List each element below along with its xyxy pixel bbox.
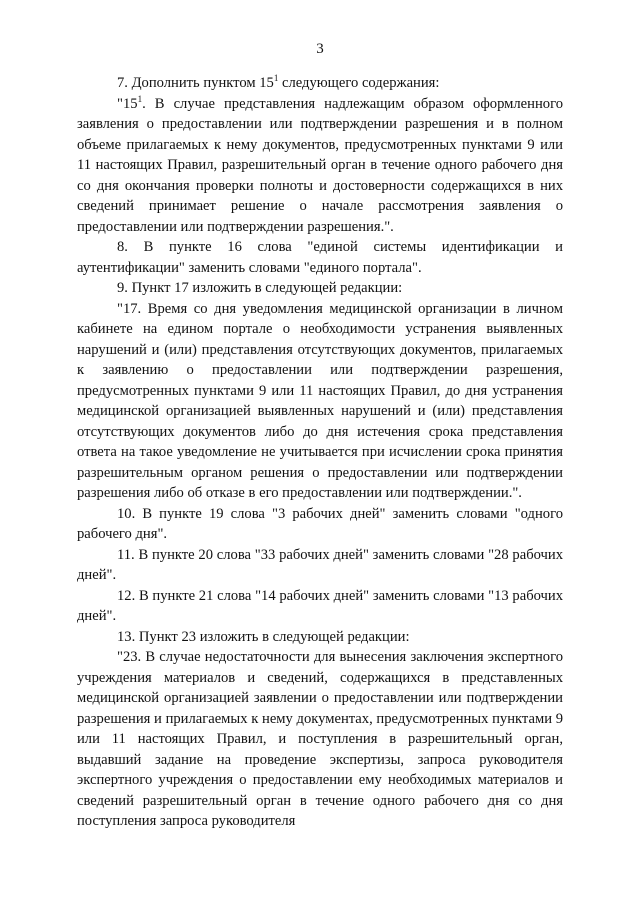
paragraph-item-7: 7. Дополнить пунктом $15^1$ следующего содержания: [117, 73, 440, 91]
paragraph-item-11: 11. В пункте 20 слова "33 рабочих дней" заменить словами "28 рабочих дней". [77, 546, 563, 583]
paragraph-item-10: 10. В пункте 19 слова "3 рабочих дней" заменить словами "одного рабочего дня". [77, 505, 563, 542]
paragraph-item-12: 12. В пункте 21 слова "14 рабочих дней" заменить словами "13 рабочих дней". [77, 587, 563, 624]
paragraph-item-23-text: "23. В случае недостаточности для вынесения заключения экспертного учреждения материалов и сведений, содержащихся в представленных медицинской организацией заявлении о предоставлении или подтверждении разрешения и прилагаемых к нему документах, предусмотренных пунктами 9 или 11 настоящих Правил, и поступления в разрешительный орган, выдавший задание на проведение экспертизы, запроса руководителя экспертного учреждения о предоставлении ему необходимых материалов и сведений разрешительный орган в течение одного рабочего дня со дня поступления запроса руководителя [77, 649, 563, 829]
paragraph-item-8: 8. В пункте 16 слова "единой системы идентификации и аутентификации" заменить словами "единого портала". [77, 239, 563, 276]
paragraph-item-17-text: "17. Время со дня уведомления медицинской организации в личном кабинете на едином портале о необходимости устранения выявленных нарушений и (или) представления отсутствующих документов, прилагаемых к заявлению о предоставлении или подтверждении разрешения, предусмотренных пунктами 9 или 11 настоящих Правил, до дня устранения медицинской организацией выявленных нарушений и (или) представления отсутствующих документов либо до дня истечения срока представления ответа на такое уведомление не учитывается при исчислении срока принятия разрешительным органом решения о предоставлении или подтверждении разрешения либо об отказе в его предоставлении или подтверждении.". [77, 300, 563, 501]
superscript: 1 [273, 73, 279, 83]
document-body [77, 73, 563, 832]
paragraph-item-13: 13. Пункт 23 изложить в следующей редакции: [117, 628, 410, 645]
paragraph-item-15-1-text: "$15^1$. В случае представления надлежащим образом оформленного заявления о предоставлении или подтверждении разрешения и в полном объеме прилагаемых к нему документов, предусмотренных пунктами 9 или 11 настоящих Правил, разрешительный орган в течение одного рабочего дня со дня окончания проверки полноты и достоверности содержащихся в них сведений принимает решение о начале рассмотрения заявления о предоставлении или подтверждении разрешения.". [77, 93, 563, 235]
paragraph-item-9: 9. Пункт 17 изложить в следующей редакции: [117, 280, 403, 296]
superscript: 1 [137, 93, 143, 104]
page-number: 3 [316, 41, 324, 57]
